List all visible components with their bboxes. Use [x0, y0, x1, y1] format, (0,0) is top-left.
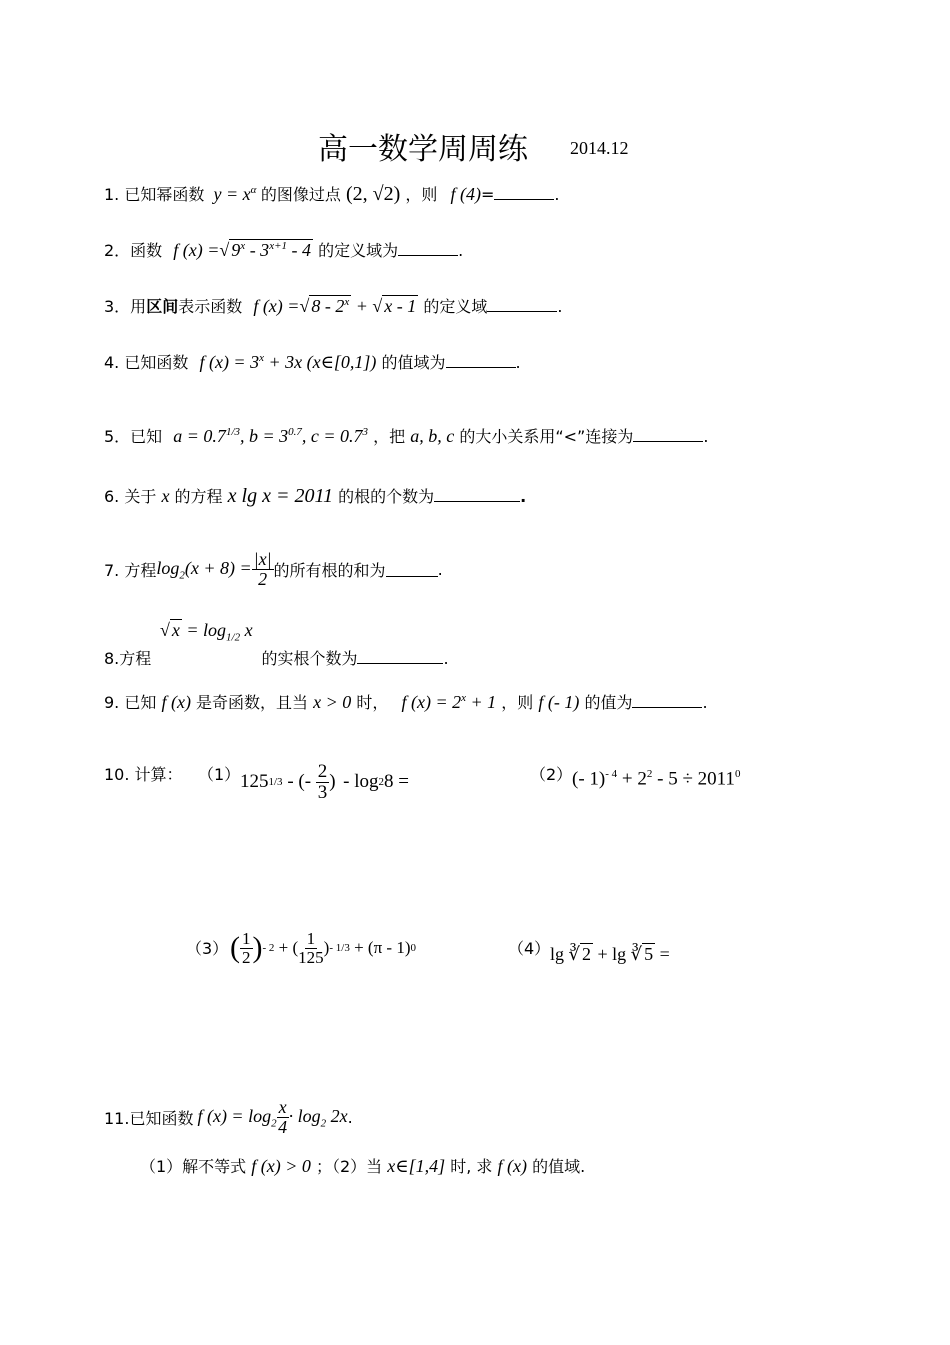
q1-mid2: ，则	[405, 185, 438, 204]
q5-suffix: 的大小关系用“<”连接为	[459, 427, 634, 446]
q11-parts: （1）解不等式 f (x) > 0 ；（2）当 x∈[1,4] 时, 求 f (x) 的值域.	[140, 1156, 586, 1176]
q10-part3-expr: ( $\frac{1}{2}$ ) - 2 + ( $\frac{1}{125}$ ) - 1/3 + (π - 1) 0	[230, 929, 416, 967]
q3-bold: 区间	[146, 297, 179, 316]
q1-mid: 的图像过点	[260, 185, 341, 204]
q10-part4-label: （4）	[508, 939, 551, 958]
page-title: 高一数学周周练	[318, 132, 528, 167]
q1-ask: f (4)	[450, 184, 481, 204]
q4-suffix: 的值域为	[381, 353, 446, 372]
answer-blank	[386, 562, 438, 577]
answer-blank	[446, 353, 516, 368]
q8-expr: √ $x = \log_{1/2} x$	[160, 620, 253, 644]
answer-blank	[487, 297, 557, 312]
q7-expr: $\log_2(x + 8)$ =	[156, 557, 252, 582]
q1-prefix: 1. 已知幂函数	[104, 185, 205, 204]
question-9: 9. 已知 f (x) 是奇函数，且当 x > 0 时， f $(x) = 2^x + 1$ ，则 f (- 1) 的值为 .	[104, 692, 708, 712]
q10-part1-label: （1）	[198, 765, 241, 784]
question-6: 6. 关于 x 的方程 x lg x = 2011 的根的个数为 .	[104, 485, 527, 507]
question-7: 7. 方程 $\log_2(x + 8)$ = $\frac{|x|}{2}$ 的所有根的和为 .	[104, 549, 443, 589]
q1-point: (2, √2)	[345, 183, 401, 205]
q10-part2-label: （2）	[530, 765, 573, 784]
q7-suffix: 的所有根的和为	[273, 560, 386, 580]
question-5: 5．已知 $a = 0.7^{1/3}$, $b = 3^{0.7}$, $c = 0.7^3$ ，把 a, b, c 的大小关系用“<”连接为 .	[104, 426, 709, 446]
q2-suffix: 的定义域为	[318, 241, 399, 260]
q4-expr: f $(x) = 3^x + 3x$ (x∈[0,1])	[199, 352, 377, 372]
answer-blank	[632, 693, 702, 708]
answer-blank	[357, 649, 443, 664]
question-11: 11.已知函数 f $(x) = \log_2$ $\frac{x}{4}$ · $\log_2 2x$ .	[104, 1097, 353, 1137]
q1-expr: $y = x^\alpha$	[213, 184, 257, 204]
q5-vars: a, b, c	[410, 426, 455, 446]
q11-expr: f $(x) = \log_2$	[197, 1105, 277, 1130]
q10-prefix: 10. 计算：	[104, 765, 183, 784]
q6-suffix: 的根的个数为	[338, 487, 435, 506]
q6-var: x	[161, 486, 170, 506]
answer-blank	[434, 487, 520, 502]
q10-part2-expr: (- $1)^{- 4} + 2^2 - 5 \div 2011^0$	[572, 768, 741, 790]
q9-suffix: 的值为	[584, 693, 633, 712]
q7-fraction: $\frac{|x|}{2}$	[253, 549, 272, 589]
question-2: 2．函数 f (x) =√ $9^x - 3^{x+1} - 4$ 的定义域为 .	[104, 240, 464, 260]
question-8: 8.方程 的实根个数为 .	[104, 649, 449, 668]
q10-part1-expr: 125 1/3 - (- $\frac{2}{3}$ ) - log 2 8 =	[240, 761, 409, 803]
q9-cond: x > 0	[313, 692, 352, 712]
q8-suffix: 的实根个数为	[261, 649, 358, 668]
question-1: 1. 已知幂函数 $y = x^\alpha$ 的图像过点 (2, √2) ，则 f (4)= .	[104, 183, 560, 205]
answer-blank	[494, 185, 554, 200]
question-3: 3．用区间表示函数 f (x) =√ $8 - 2^x$ + √ x - 1 的定义域 .	[104, 296, 563, 316]
answer-blank	[398, 241, 458, 256]
q10-part4-expr: lg ∛ 2 + lg ∛ 5 =	[550, 944, 670, 964]
q5-expr: $a = 0.7^{1/3}$, $b = 3^{0.7}$, $c = 0.7^3$	[173, 426, 369, 446]
q6-expr: x lg x = 2011	[227, 485, 333, 507]
q3-expr: f (x) =√ $8 - 2^x$ + √ x - 1	[253, 296, 417, 316]
question-4: 4. 已知函数 f $(x) = 3^x + 3x$ (x∈[0,1]) 的值域为 .	[104, 352, 521, 372]
q2-expr: f (x) =√ $9^x - 3^{x+1} - 4$	[173, 240, 311, 260]
q3-suffix: 的定义域	[423, 297, 488, 316]
q2-prefix: 2．函数	[104, 241, 163, 260]
q9-expr: f $(x) = 2^x + 1$	[401, 692, 497, 712]
q10-part3-label: （3）	[186, 939, 229, 958]
date-label: 2014.12	[570, 138, 629, 158]
answer-blank	[633, 427, 703, 442]
